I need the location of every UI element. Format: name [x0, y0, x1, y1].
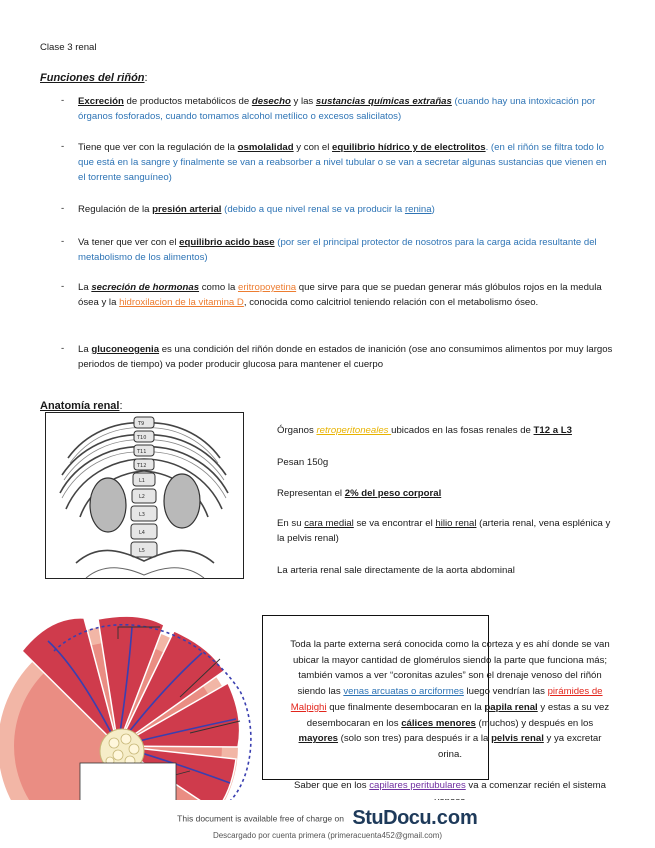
saber-paragraph: Saber que en los capilares peritubulares va a comenzar recién el sistema: [294, 780, 606, 791]
anat-line-hilio: En su cara medial se va encontrar el hilio renal (arteria renal, vena esplénica y la pelvis renal): [277, 518, 611, 544]
bullet-marker: -: [61, 95, 65, 106]
svg-text:T12: T12: [137, 463, 147, 469]
footer-available-text: This document is available free of charge on: [177, 813, 344, 824]
spine-kidney-illustration: [46, 413, 243, 578]
anat-line-porcentaje: Representan el 2% del peso corporal: [277, 488, 442, 499]
svg-text:T10: T10: [137, 435, 147, 441]
bullet-marker: -: [61, 343, 65, 354]
anat-line-peso: Pesan 150g: [277, 457, 329, 468]
list-item-acido-base: Va tener que ver con el equilibrio acido base (por ser el principal protector de nosotros para la carga acida resultante del metabolismo de los alimentos): [78, 237, 597, 263]
kidney-cortex-illustration: [40, 621, 272, 801]
svg-text:L3: L3: [139, 512, 145, 518]
corteza-paragraph: Toda la parte externa será conocida como la corteza y es ahí donde se van ubicar la mayor cantidad de glomérulos siendo la parte que funciona más; también vamos a ver “coronitas azules” son el drenaje venoso del riñón siendo las venas arcuatas o arciformes luego vendrían las pirámides de Malpighi que finalmente desembocaran en la papila renal y estas a su vez desembocaran en los cálices menores (muchos) y después en los mayores (solo son tres) para después ir a la pelvis renal y ya excretar orina.: [290, 639, 610, 760]
funciones-heading-line: Funciones del riñón:: [40, 72, 148, 84]
bullet-marker: -: [61, 236, 65, 247]
bullet-marker: -: [61, 281, 65, 292]
svg-text:L5: L5: [139, 548, 145, 554]
svg-text:T11: T11: [137, 449, 147, 455]
kidney-cortex-figure: [40, 621, 272, 801]
svg-text:L2: L2: [139, 494, 145, 500]
list-item-excrecion: Excreción de productos metabólicos de desecho y las sustancias químicas extrañas (cuando hay una intoxicación por órganos fosforados, cuando tomamos alcohol metílico o excesos salicilatos): [78, 96, 596, 122]
funciones-heading: Funciones del riñón: [40, 72, 145, 84]
studocu-logo-link[interactable]: StuDocu.com: [352, 807, 478, 829]
list-item-gluconeogenia: La gluconeogenia es una condición del riñón donde en estados de inanición (ose ano consumimos alimentos por muy largos periodos de tiempo) va poder producir glucosa para mantener el cuerpo: [78, 344, 613, 370]
list-item-hormonas: La secreción de hormonas como la eritropoyetina que sirve para que se puedan generar más glóbulos rojos en la medula ósea y la hidroxilacion de la vitamina D, conocida como calcitriol teniendo relación con el metabolismo óseo.: [78, 282, 602, 308]
svg-text:L1: L1: [139, 478, 145, 484]
anat-line-arteria: La arteria renal sale directamente de la aorta abdominal: [277, 565, 515, 576]
anat-line-retroperitoneales: Órganos retroperitoneales ubicados en las fosas renales de T12 a L3: [277, 425, 572, 436]
list-item-osmolalidad: Tiene que ver con la regulación de la osmolalidad y con el equilibrio hídrico y de electrolitos. (en el riñón se filtra todo lo que está en la sangre y finalmente se van a reabsorber a nivel tubular o se van a secretar algunas sustancias que vienen en el torrente sanguíneo): [78, 142, 607, 183]
svg-text:L4: L4: [139, 530, 145, 536]
bullet-marker: -: [61, 203, 65, 214]
anatomia-heading-line: Anatomía renal:: [40, 400, 123, 412]
bullet-marker: -: [61, 141, 65, 152]
list-item-presion: Regulación de la presión arterial (debido a que nivel renal se va producir la renina): [78, 204, 435, 215]
class-title: Clase 3 renal: [40, 42, 97, 53]
spine-kidney-figure: [45, 412, 244, 579]
footer: [0, 800, 655, 848]
anatomia-heading: Anatomía renal: [40, 400, 120, 412]
footer-brand-line: [0, 807, 655, 830]
svg-text:T9: T9: [138, 421, 145, 427]
footer-download-text: Descargado por cuenta primera (primeracuenta452@gmail.com): [212, 831, 443, 840]
